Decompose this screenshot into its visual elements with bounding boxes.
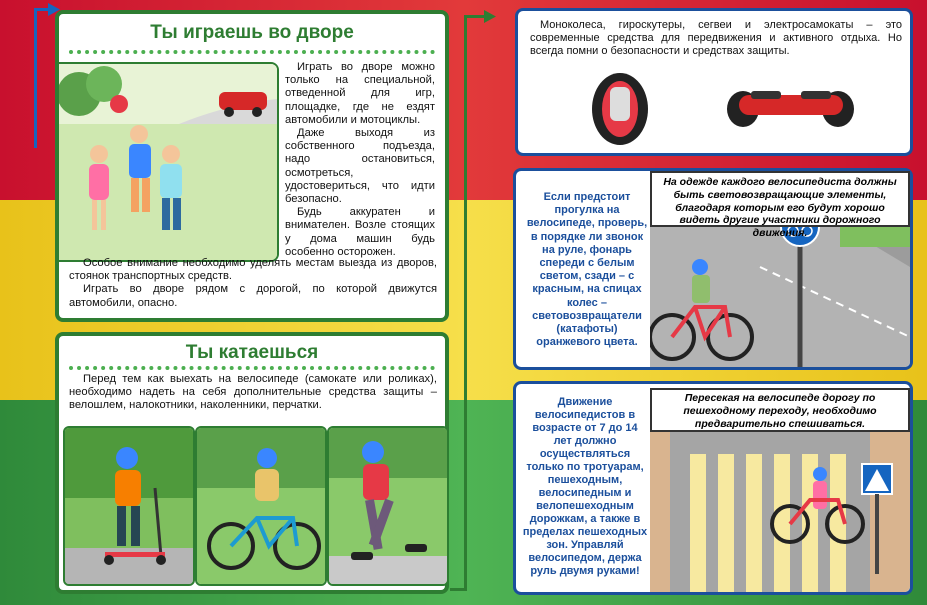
riding-title: Ты катаешься [185,342,319,363]
hoverboard-illustration [723,81,858,129]
arrow-right-icon [484,10,496,23]
reflective-notice: На одежде каждого велосипедиста должны быть световозвращающие элементы, благодаря которым его будут хорошо видеть другие участники дорожного движения. [650,171,910,227]
riding-panel [55,332,449,594]
title-divider [69,50,435,54]
yard-text-right [285,61,435,259]
yard-illustration [59,62,279,262]
rollerblade-illustration [327,426,449,586]
bike-lights-text: Если предстоит прогулка на велосипеде, проверь, в порядке ли звонок на руле, фонарь спереди с белым светом, сзади – с красным, на спицах колес – световозвращатели (катафоты) оранжевого цвета. [526,191,648,349]
monowheel-illustration [588,67,652,147]
paragraph: Особое внимание необходимо уделять местам выезда из дворов, стоянок транспортных средств. [69,257,437,283]
crossing-text: Движение велосипедистов в возрасте от 7 до 14 лет должно осуществляться только по тротуарам, пешеходным, велосипедным и велопешеходным дорожкам, а также в пределах пешеходных зон. Управляй велосипедом, держа руль двумя руками! [522,396,648,577]
connector-line-left [34,8,37,148]
bike-lights-panel [513,168,913,370]
paragraph: Даже выходя из собственного подъезда, надо остановиться, осмотреться, удостовериться, что идти безопасно. [285,127,435,206]
paragraph: Будь аккуратен и внимателен. Возле стоящих у дома машин будь особенно осторожен. [285,206,435,258]
yard-title: Ты играешь во дворе [150,22,354,43]
scooter-illustration [63,426,195,586]
crosswalk-illustration [650,424,910,592]
riding-text: Перед тем как выехать на велосипеде (самокате или роликах), необходимо надеть на себя дополнительные средства защиты – велошлем, налокотники, наколенники, перчатки. [69,373,437,412]
connector-line-middle-bottom [450,588,467,591]
title-divider [69,366,435,370]
paragraph: Играть во дворе можно только на специальной, отведенной для игр, площадке, где не ездят автомобили и мотоциклы. [285,61,435,126]
monowheel-panel [515,8,913,156]
dismount-notice: Пересекая на велосипеде дорогу по пешеходному переходу, необходимо предварительно спешиваться. [650,388,910,432]
monowheel-text: Моноколеса, гироскутеры, сегвеи и электросамокаты – это современные средства для передвижения и активного отдыха. Но всегда помни о безопасности и средствах защиты. [530,19,902,57]
crossing-panel [513,381,913,595]
connector-line-middle-top [464,15,486,18]
yard-text-bottom [69,257,437,310]
yard-panel [55,10,449,322]
bicycle-illustration [195,426,327,586]
connector-line-middle [464,15,467,590]
paragraph: Играть во дворе рядом с дорогой, по которой движутся автомобили, опасно. [69,283,437,309]
